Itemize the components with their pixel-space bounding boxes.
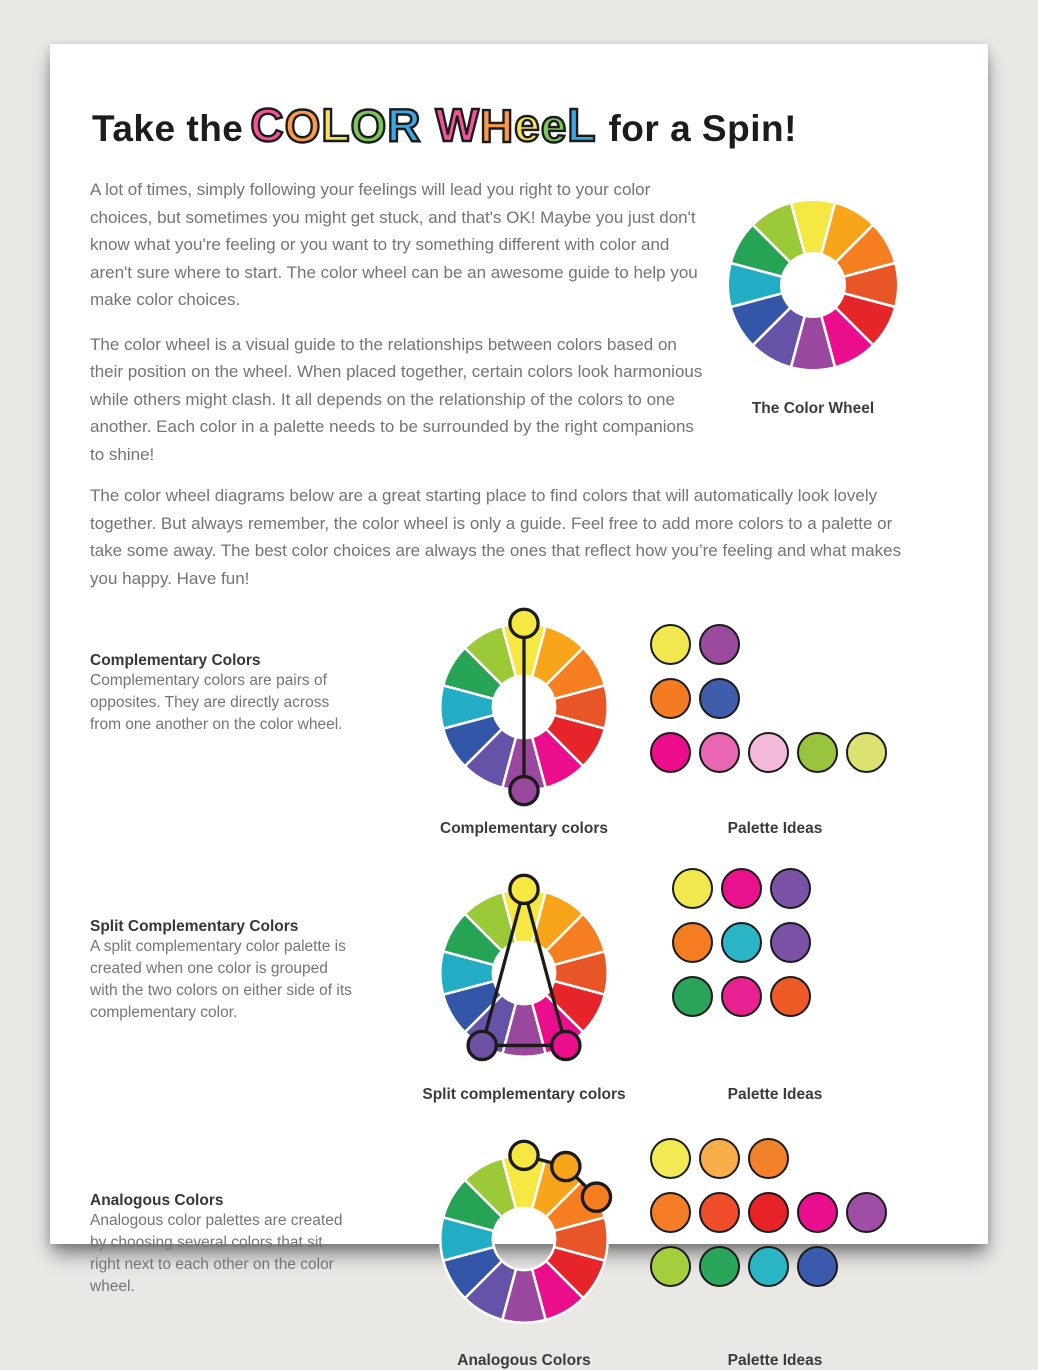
title-bubble-letter: R bbox=[387, 99, 422, 151]
title-bubble-letter: O bbox=[284, 100, 322, 152]
palette-dot bbox=[748, 1192, 789, 1233]
complementary-wheel-figure bbox=[398, 600, 650, 838]
palette-dot bbox=[699, 1138, 740, 1179]
complementary-palette-dots bbox=[650, 624, 948, 773]
title-bubble-letter: O bbox=[350, 100, 388, 152]
palette-dot bbox=[699, 732, 740, 773]
title-bubble-letter: e bbox=[540, 100, 568, 152]
complementary-body: Complementary colors are pairs of opposites. They are directly across from one another on the color wheel. bbox=[90, 672, 343, 734]
palette-dot bbox=[770, 868, 811, 909]
palette-dot bbox=[748, 1246, 789, 1287]
palette-dot bbox=[797, 1192, 838, 1233]
analogous-palette-caption: Palette Ideas bbox=[727, 1352, 823, 1370]
analogous-wheel-diagram bbox=[417, 1132, 631, 1346]
intro-paragraph-2: The color wheel is a visual guide to the relationships between colors based on their position on the wheel. When placed together, certain colors look harmonious while others might clash. It all depends on the relationship of the colors to one another. Each color in a palette needs to be surrounded by the right companions to shine! bbox=[90, 334, 703, 464]
document-page bbox=[50, 44, 988, 1370]
complementary-heading: Complementary Colors bbox=[90, 652, 261, 670]
palette-dot bbox=[650, 1192, 691, 1233]
wheel-marker bbox=[510, 1142, 538, 1170]
palette-dot-row bbox=[650, 1246, 948, 1287]
palette-dot bbox=[721, 922, 762, 963]
color-wheel-figure bbox=[704, 176, 922, 468]
palette-dot-row bbox=[672, 976, 948, 1017]
palette-dot-row bbox=[650, 1192, 948, 1233]
title-bubble-letter: L bbox=[567, 99, 597, 151]
palette-dot bbox=[797, 732, 838, 773]
complementary-text bbox=[90, 652, 398, 838]
palette-dot bbox=[650, 678, 691, 719]
analogous-wheel-caption: Analogous Colors bbox=[457, 1352, 591, 1370]
palette-dot bbox=[672, 976, 713, 1017]
title-bubble-letter: C bbox=[250, 99, 285, 151]
wheel-marker bbox=[552, 1032, 580, 1060]
title-bubble-letter: H bbox=[479, 100, 515, 152]
palette-dot bbox=[650, 732, 691, 773]
complementary-wheel-diagram bbox=[417, 600, 631, 814]
section-complementary bbox=[90, 600, 948, 838]
palette-dot bbox=[650, 1138, 691, 1179]
title-bubble-word bbox=[435, 99, 597, 152]
split-complementary-palette-dots bbox=[672, 868, 948, 1017]
palette-dot bbox=[721, 868, 762, 909]
title-bubble-letter: W bbox=[435, 99, 480, 151]
palette-dot bbox=[699, 624, 740, 665]
complementary-wheel-caption: Complementary colors bbox=[440, 820, 608, 838]
split-complementary-wheel-diagram bbox=[417, 866, 631, 1080]
palette-dot bbox=[699, 1246, 740, 1287]
palette-dot-row bbox=[650, 678, 948, 719]
split-complementary-body: A split complementary color palette is created when one color is grouped with the two colors on either side of its complementary color. bbox=[90, 938, 352, 1022]
split-complementary-wheel-caption: Split complementary colors bbox=[422, 1086, 626, 1104]
palette-dot-row bbox=[650, 624, 948, 665]
palette-dot-row bbox=[672, 922, 948, 963]
palette-dot bbox=[650, 1246, 691, 1287]
split-complementary-text bbox=[90, 918, 398, 1104]
title-prefix: Take the bbox=[92, 108, 244, 149]
palette-dot-row bbox=[650, 1138, 948, 1179]
color-wheel-diagram bbox=[704, 176, 922, 394]
analogous-wheel-figure bbox=[398, 1132, 650, 1370]
complementary-palette-caption: Palette Ideas bbox=[727, 820, 823, 838]
palette-dot-row bbox=[672, 868, 948, 909]
palette-dot bbox=[748, 732, 789, 773]
wheel-marker bbox=[510, 876, 538, 904]
wheel-marker bbox=[468, 1032, 496, 1060]
intro-text bbox=[90, 176, 704, 468]
palette-dot bbox=[650, 624, 691, 665]
title-colored-words bbox=[243, 98, 608, 152]
wheel-marker bbox=[552, 1153, 580, 1181]
intro-row bbox=[90, 176, 948, 468]
palette-dot-row bbox=[650, 732, 948, 773]
intro-paragraph-3: The color wheel diagrams below are a great starting place to find colors that will automatically look lovely together. But always remember, the color wheel is only a guide. Feel free to add more colors to a palette or take some away. The best color choices are always the ones that reflect how you’re feeling and what makes you happy. Have fun! bbox=[90, 486, 902, 588]
title-bubble-letter: L bbox=[321, 99, 351, 151]
wheel-marker bbox=[582, 1184, 610, 1212]
section-analogous bbox=[90, 1132, 948, 1370]
palette-dot bbox=[797, 1246, 838, 1287]
palette-dot bbox=[846, 732, 887, 773]
analogous-text bbox=[90, 1192, 398, 1370]
split-complementary-palette-figure bbox=[650, 866, 948, 1104]
palette-dot bbox=[699, 678, 740, 719]
color-wheel-caption: The Color Wheel bbox=[751, 400, 875, 417]
split-complementary-wheel-figure bbox=[398, 866, 650, 1104]
complementary-palette-figure bbox=[650, 600, 948, 838]
intro-paragraph-1: A lot of times, simply following your feelings will lead you right to your color choices, but sometimes you might get stuck, and that's OK! Maybe you just don't know what you're feeling or you want to try something different with color and aren't sure where to start. The color wheel can be an awesome guide to help you make color choices. bbox=[90, 180, 698, 310]
wheel-marker bbox=[510, 610, 538, 638]
palette-dot bbox=[672, 868, 713, 909]
palette-dot bbox=[672, 922, 713, 963]
palette-dot bbox=[721, 976, 762, 1017]
page-title bbox=[92, 98, 948, 152]
analogous-body: Analogous color palettes are created by choosing several colors that sit right next to each other on the color wheel. bbox=[90, 1212, 343, 1296]
palette-dot bbox=[748, 1138, 789, 1179]
analogous-palette-dots bbox=[650, 1138, 948, 1287]
wheel-marker bbox=[510, 777, 538, 805]
palette-dot bbox=[770, 922, 811, 963]
title-suffix: for a Spin! bbox=[608, 108, 797, 149]
palette-dot bbox=[846, 1192, 887, 1233]
title-bubble-word bbox=[250, 99, 422, 152]
palette-dot bbox=[770, 976, 811, 1017]
analogous-palette-figure bbox=[650, 1132, 948, 1370]
section-split-complementary bbox=[90, 866, 948, 1104]
analogous-heading: Analogous Colors bbox=[90, 1192, 224, 1210]
split-complementary-palette-caption: Palette Ideas bbox=[727, 1086, 823, 1104]
palette-dot bbox=[699, 1192, 740, 1233]
split-complementary-heading: Split Complementary Colors bbox=[90, 918, 299, 936]
title-bubble-letter: e bbox=[514, 99, 541, 151]
